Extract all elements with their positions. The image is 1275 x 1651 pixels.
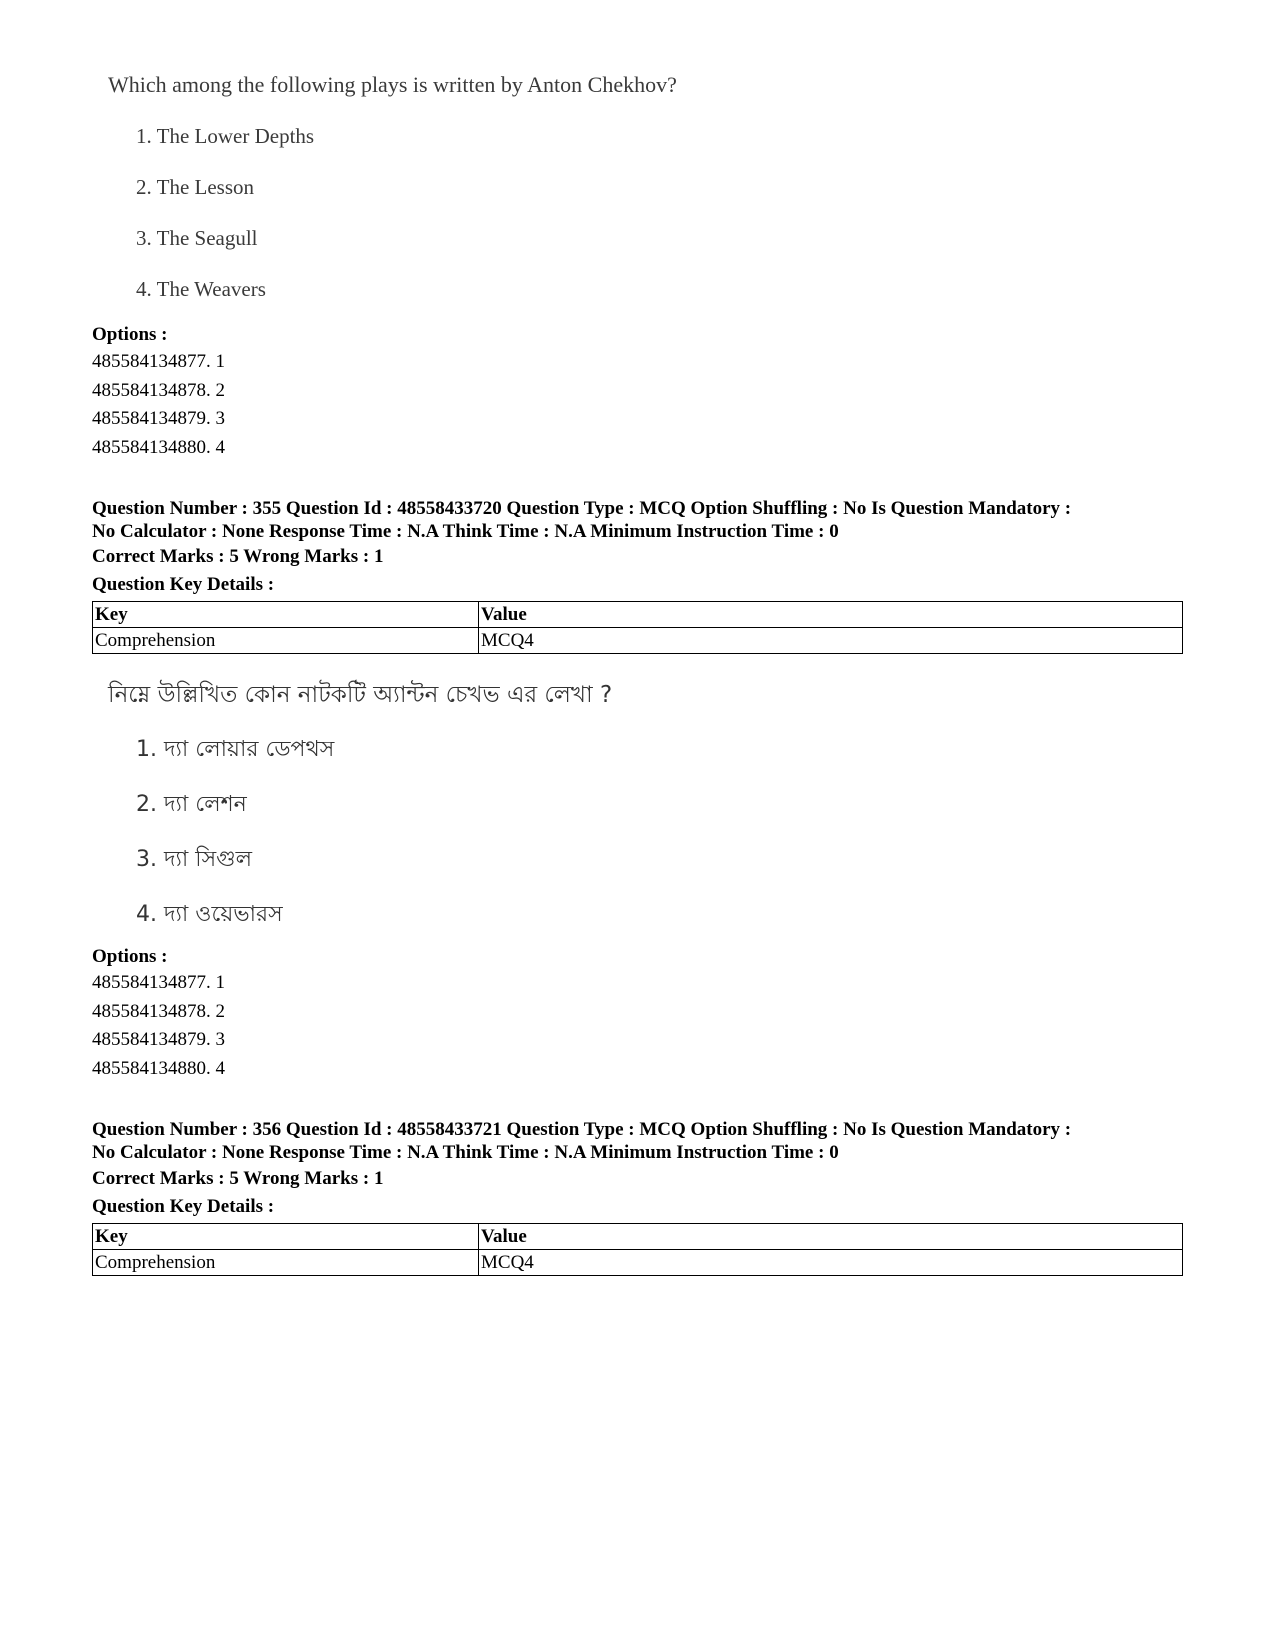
option-id: 485584134877. 1	[92, 351, 225, 372]
question-key-details-label: Question Key Details :	[92, 1196, 275, 1217]
table-row	[93, 628, 1183, 654]
question-key-table	[92, 601, 1183, 654]
question-meta	[92, 497, 1192, 543]
option-id: 485584134877. 1	[92, 972, 225, 993]
question-meta	[92, 1118, 1192, 1164]
option-id: 485584134878. 2	[92, 379, 225, 401]
question-stem: নিম্নে উল্লিখিত কোন নাটকটি অ্যান্টন চেখভ এর লেখা ?	[108, 682, 613, 708]
question-marks: Correct Marks : 5 Wrong Marks : 1	[92, 1168, 384, 1189]
question-option-4: 4. দ্যা ওয়েভারস	[136, 902, 283, 927]
question-key-table	[92, 1223, 1183, 1276]
question-meta-line-2: No Calculator : None Response Time : N.A Think Time : N.A Minimum Instruction Time : 0	[92, 1142, 839, 1163]
table-row	[93, 1250, 1183, 1276]
table-header-value: Value	[479, 602, 1183, 628]
question-option-1: 1. দ্যা লোয়ার ডেপথস	[136, 737, 335, 762]
table-header-value: Value	[479, 1224, 1183, 1250]
options-label: Options :	[92, 324, 168, 345]
option-id: 485584134879. 3	[92, 408, 225, 430]
question-option-2: 2. The Lesson	[136, 175, 255, 199]
options-list	[92, 348, 225, 463]
options-list	[92, 969, 225, 1084]
question-option-3: 3. The Seagull	[136, 226, 258, 250]
table-cell-value: MCQ4	[479, 1250, 1183, 1276]
table-header-row	[93, 602, 1183, 628]
question-option-1: 1. The Lower Depths	[136, 124, 315, 148]
table-header-key: Key	[93, 602, 479, 628]
question-meta-line-1: Question Number : 356 Question Id : 48558433721 Question Type : MCQ Option Shuffling : No Is Question Mandatory :	[92, 1119, 1072, 1140]
question-meta-line-2: No Calculator : None Response Time : N.A Think Time : N.A Minimum Instruction Time : 0	[92, 521, 839, 542]
table-cell-key: Comprehension	[93, 1250, 479, 1276]
question-option-3: 3. দ্যা সিগুল	[136, 847, 253, 872]
option-id: 485584134880. 4	[92, 1058, 225, 1080]
question-meta-line-1: Question Number : 355 Question Id : 48558433720 Question Type : MCQ Option Shuffling : No Is Question Mandatory :	[92, 498, 1072, 519]
option-id: 485584134878. 2	[92, 1000, 225, 1022]
option-id: 485584134879. 3	[92, 1029, 225, 1051]
table-header-row	[93, 1224, 1183, 1250]
question-image-english	[108, 72, 677, 301]
table-header-key: Key	[93, 1224, 479, 1250]
options-label: Options :	[92, 946, 168, 967]
question-stem: Which among the following plays is written by Anton Chekhov?	[108, 72, 677, 97]
table-cell-key: Comprehension	[93, 628, 479, 654]
question-key-details-label: Question Key Details :	[92, 574, 275, 595]
question-option-4: 4. The Weavers	[136, 277, 266, 301]
question-image-bengali	[108, 676, 613, 927]
table-cell-value: MCQ4	[479, 628, 1183, 654]
question-option-2: 2. দ্যা লেশন	[136, 792, 247, 817]
question-marks: Correct Marks : 5 Wrong Marks : 1	[92, 546, 384, 567]
option-id: 485584134880. 4	[92, 437, 225, 459]
